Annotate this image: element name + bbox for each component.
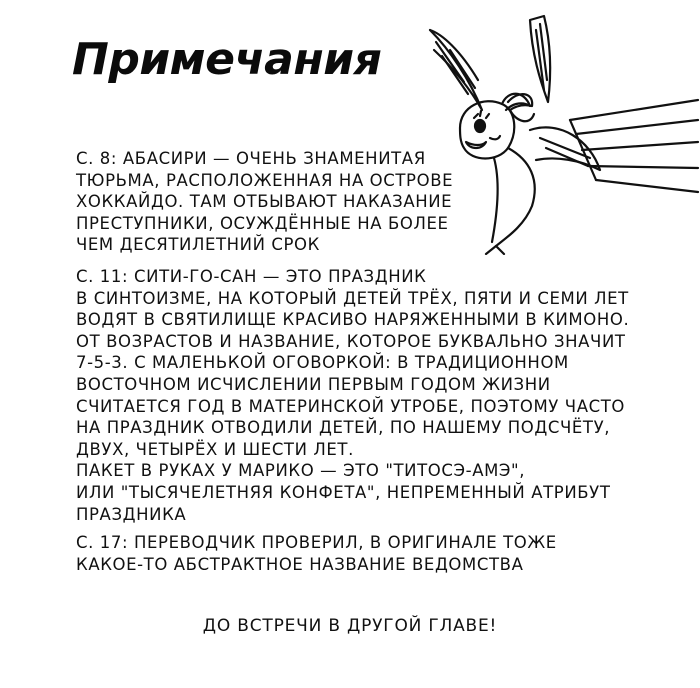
- note-line: ПРЕСТУПНИКИ, ОСУЖДЁННЫЕ НА БОЛЕЕ: [76, 213, 449, 233]
- note-page-17: [76, 532, 557, 575]
- bird-illustration: [420, 10, 700, 255]
- note-line: 7-5-3. С МАЛЕНЬКОЙ ОГОВОРКОЙ: В ТРАДИЦИОННОМ: [76, 353, 569, 373]
- note-line: ТЮРЬМА, РАСПОЛОЖЕННАЯ НА ОСТРОВЕ: [76, 170, 454, 190]
- note-line: С. 8: АБАСИРИ — ОЧЕНЬ ЗНАМЕНИТАЯ: [76, 149, 426, 168]
- bird-icon: [420, 10, 700, 255]
- note-line: ВОСТОЧНОМ ИСЧИСЛЕНИИ ПЕРВЫМ ГОДОМ ЖИЗНИ: [76, 374, 551, 394]
- note-page-11: [76, 266, 629, 525]
- closing-message: ДО ВСТРЕЧИ В ДРУГОЙ ГЛАВЕ!: [202, 616, 498, 636]
- note-line: КАКОЕ-ТО АБСТРАКТНОЕ НАЗВАНИЕ ВЕДОМСТВА: [76, 554, 524, 574]
- note-line: С. 11: СИТИ-ГО-САН — ЭТО ПРАЗДНИК: [76, 267, 427, 286]
- note-line: СЧИТАЕТСЯ ГОД В МАТЕРИНСКОЙ УТРОБЕ, ПОЭТОМУ ЧАСТО: [76, 396, 625, 416]
- note-line: ОТ ВОЗРАСТОВ И НАЗВАНИЕ, КОТОРОЕ БУКВАЛЬНО ЗНАЧИТ: [76, 331, 626, 351]
- note-line: ХОККАЙДО. ТАМ ОТБЫВАЮТ НАКАЗАНИЕ: [76, 192, 453, 212]
- note-line: В СИНТОИЗМЕ, НА КОТОРЫЙ ДЕТЕЙ ТРЁХ, ПЯТИ И СЕМИ ЛЕТ: [76, 288, 629, 308]
- note-line: ПАКЕТ В РУКАХ У МАРИКО — ЭТО "ТИТОСЭ-АМЭ",: [76, 461, 526, 481]
- note-line: ИЛИ "ТЫСЯЧЕЛЕТНЯЯ КОНФЕТА", НЕПРЕМЕННЫЙ АТРИБУТ: [76, 482, 611, 502]
- page-title: Примечания: [72, 34, 382, 85]
- note-line: ПРАЗДНИКА: [76, 504, 187, 524]
- note-line: С. 17: ПЕРЕВОДЧИК ПРОВЕРИЛ, В ОРИГИНАЛЕ ТОЖЕ: [76, 533, 557, 552]
- note-line: ДВУХ, ЧЕТЫРЁХ И ШЕСТИ ЛЕТ.: [76, 439, 354, 459]
- note-line: ЧЕМ ДЕСЯТИЛЕТНИЙ СРОК: [76, 235, 320, 255]
- note-line: НА ПРАЗДНИК ОТВОДИЛИ ДЕТЕЙ, ПО НАШЕМУ ПОДСЧЁТУ,: [76, 418, 611, 438]
- note-line: ВОДЯТ В СВЯТИЛИЩЕ КРАСИВО НАРЯЖЕННЫМИ В КИМОНО.: [76, 310, 630, 330]
- note-page-8: [76, 148, 453, 256]
